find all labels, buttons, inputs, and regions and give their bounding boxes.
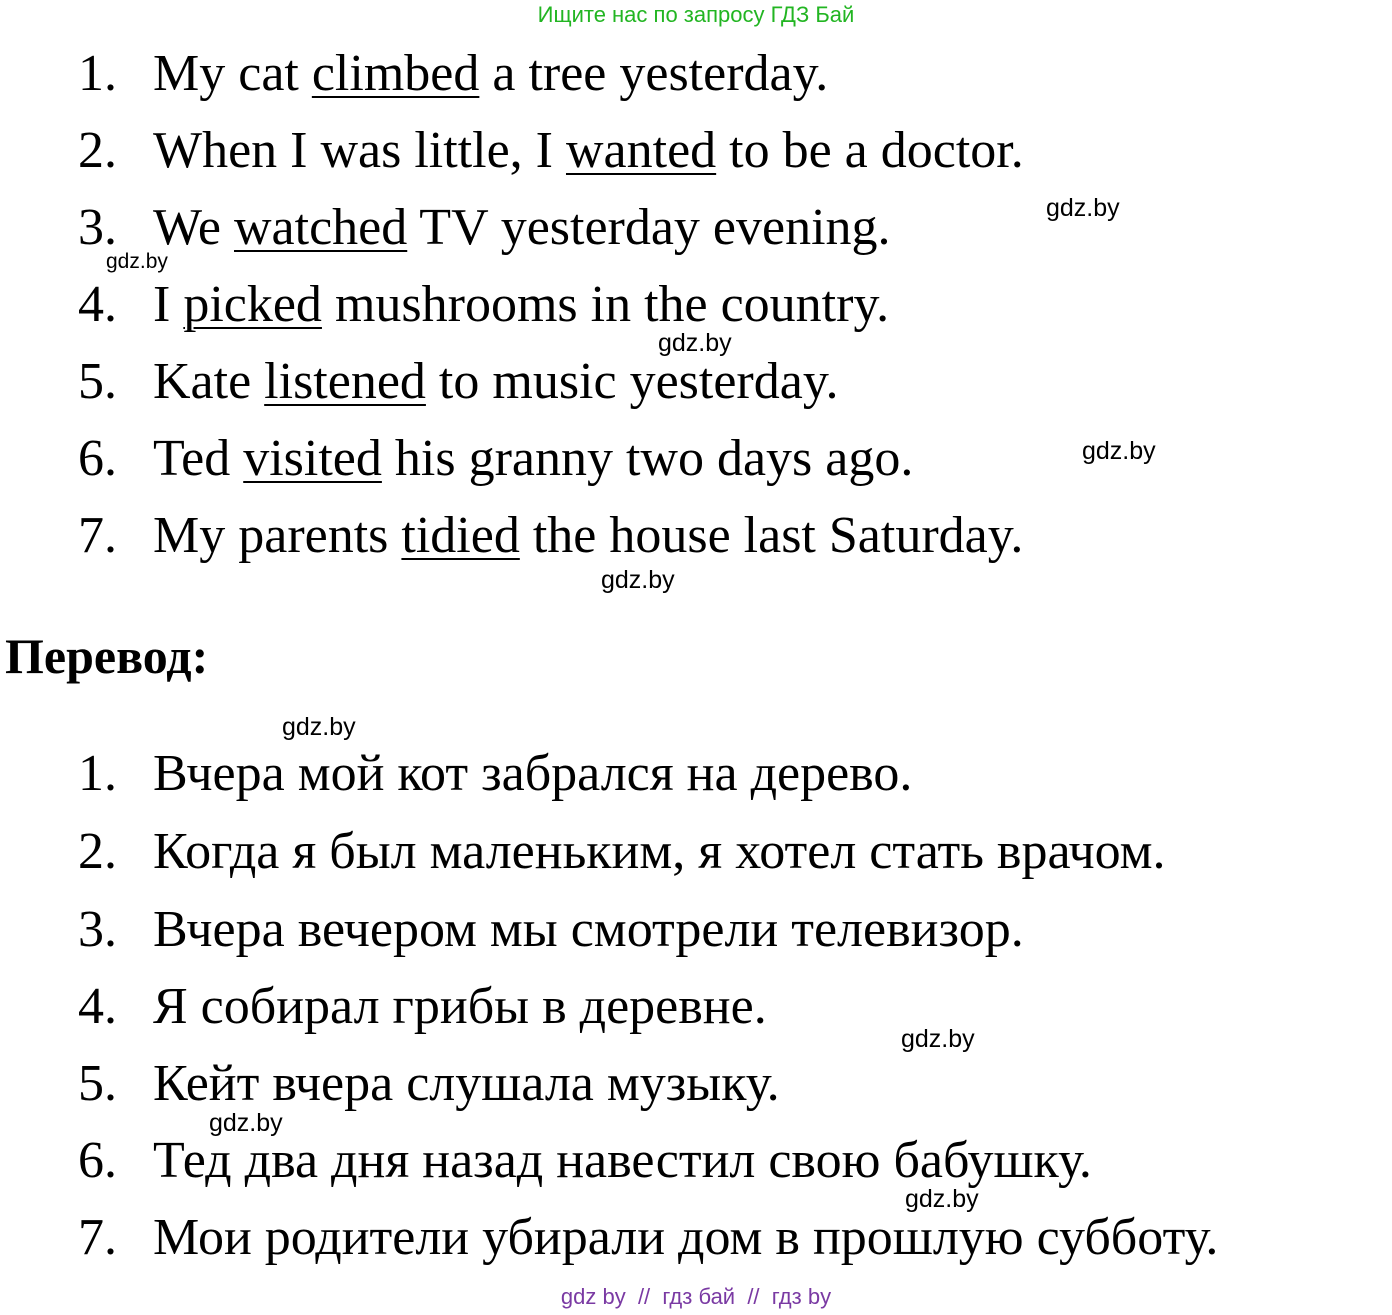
item-number: 4. [78,276,117,333]
underlined-verb: listened [264,353,426,410]
item-number: 2. [78,823,117,880]
underlined-verb: watched [234,199,408,256]
sentence-text: TV yesterday evening. [407,199,891,256]
underlined-verb: picked [183,276,322,333]
item-number: 3. [78,199,117,256]
item-number: 1. [78,745,117,802]
russian-sentence-6 [78,1131,1092,1191]
russian-sentence-1 [78,744,912,804]
sentence-text: Тед два дня назад навестил свою бабушку. [153,1132,1092,1189]
english-sentence-7 [78,506,1023,566]
watermark: gdz.by [905,1185,979,1213]
item-number: 7. [78,507,117,564]
item-number: 4. [78,978,117,1035]
item-number: 5. [78,1055,117,1112]
watermark: gdz.by [282,713,356,741]
watermark: gdz.by [209,1109,283,1137]
sentence-text: When I was little, I [153,122,566,179]
watermark: gdz.by [106,250,168,273]
underlined-verb: visited [243,430,382,487]
sentence-text: Когда я был маленьким, я хотел стать врачом. [153,823,1166,880]
russian-sentence-5 [78,1054,780,1114]
sentence-text: Kate [153,353,265,410]
sentence-text: Вчера вечером мы смотрели телевизор. [153,901,1024,958]
russian-sentence-4 [78,977,767,1037]
english-sentence-1 [78,44,828,104]
sentence-text: Вчера мой кот забрался на дерево. [153,745,913,802]
sentence-text: We [153,199,234,256]
sentence-text: to music yesterday. [425,353,839,410]
sentence-text: Я собирал грибы в деревне. [153,978,767,1035]
item-number: 7. [78,1209,117,1266]
sentence-text: his granny two days ago. [381,430,914,487]
sentence-text: the house last Saturday. [519,507,1024,564]
russian-sentence-7 [78,1208,1218,1268]
sentence-text: mushrooms in the country. [321,276,890,333]
sentence-text: Мои родители убирали дом в прошлую субботу. [153,1209,1219,1266]
top-banner[interactable]: Ищите нас по запросу ГДЗ Бай [537,2,855,27]
russian-sentence-3 [78,900,1024,960]
watermark: gdz.by [1046,194,1120,222]
underlined-verb: wanted [565,122,717,179]
russian-sentence-2 [78,822,1166,882]
sentence-text: to be a doctor. [716,122,1024,179]
sentence-text: Ted [153,430,244,487]
watermark: gdz.by [658,329,732,357]
item-number: 6. [78,1132,117,1189]
english-sentence-4 [78,275,889,335]
item-number: 3. [78,901,117,958]
watermark: gdz.by [1082,437,1156,465]
sentence-text: My cat [153,45,312,102]
sentence-text: a tree yesterday. [479,45,829,102]
footer-links[interactable]: gdz by // гдз бай // гдз by [560,1284,832,1309]
item-number: 1. [78,45,117,102]
watermark: gdz.by [901,1025,975,1053]
underlined-verb: tidied [401,507,520,564]
translation-heading: Перевод: [5,628,209,684]
underlined-verb: climbed [311,45,480,102]
sentence-text: Кейт вчера слушала музыку. [153,1055,780,1112]
english-sentence-2 [78,121,1024,181]
item-number: 6. [78,430,117,487]
watermark: gdz.by [601,566,675,594]
item-number: 5. [78,353,117,410]
english-sentence-6 [78,429,913,489]
english-sentence-3 [78,198,891,258]
item-number: 2. [78,122,117,179]
sentence-text: My parents [153,507,402,564]
sentence-text: I [153,276,184,333]
english-sentence-5 [78,352,838,412]
